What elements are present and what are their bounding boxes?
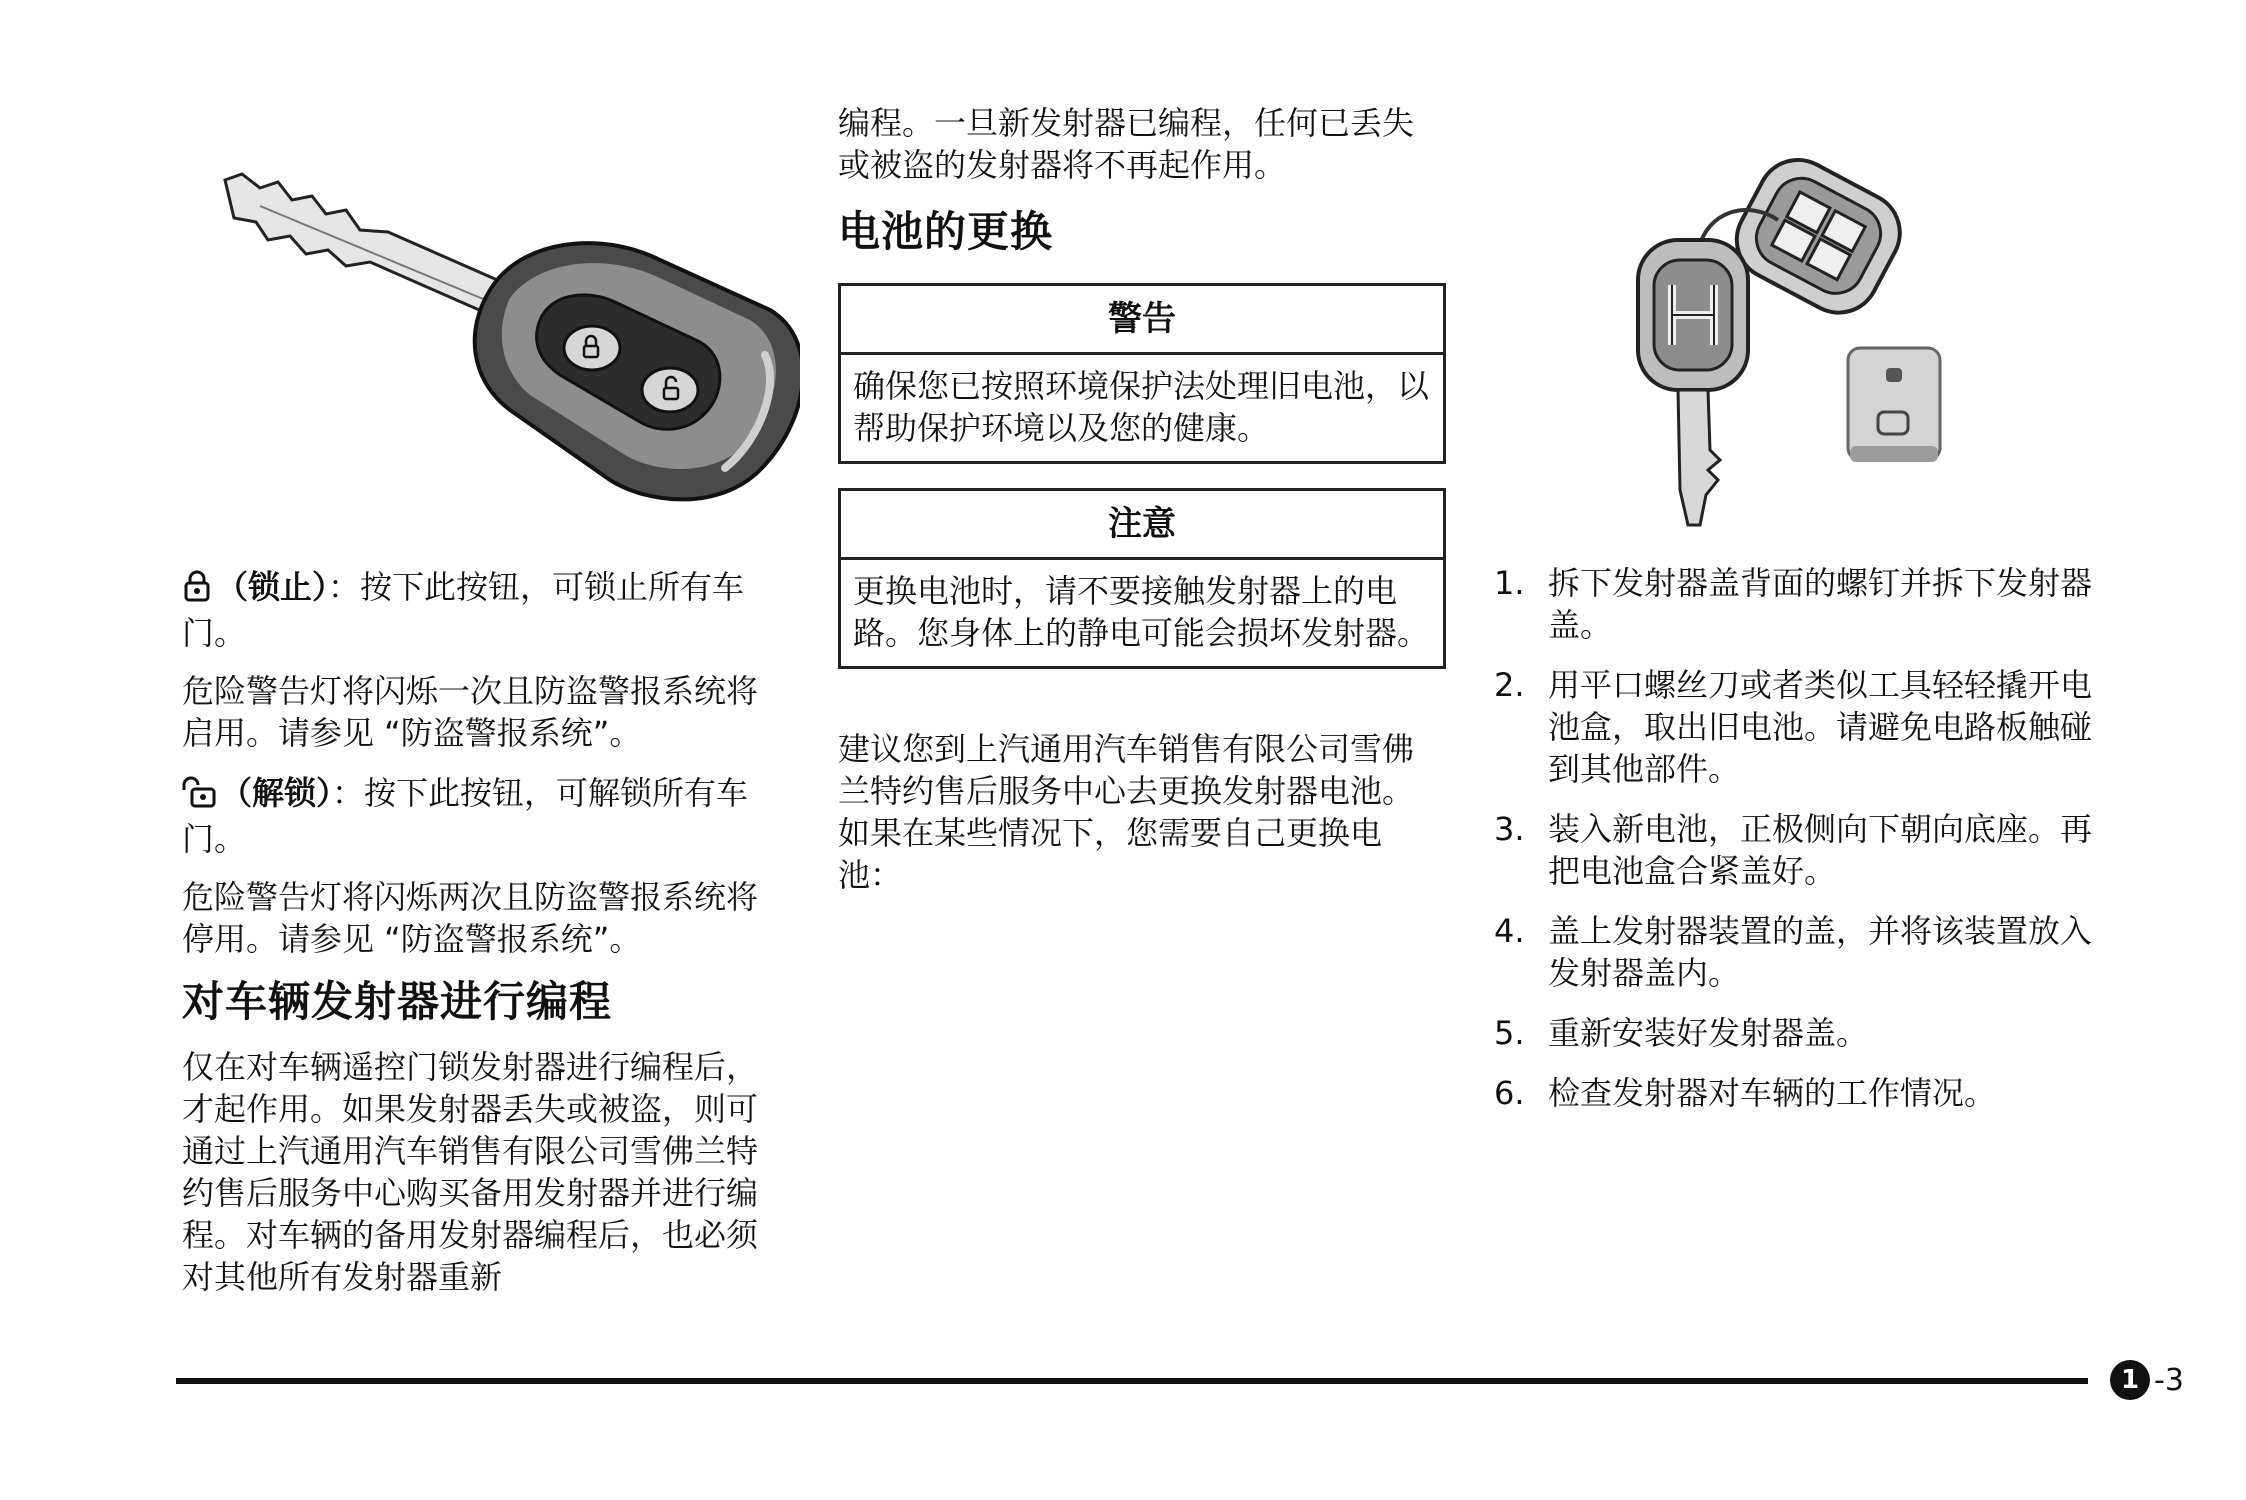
lock-note: 危险警告灯将闪烁一次且防盗警报系统将启用。请参见 “防盗警报系统”。 [182,672,759,752]
key-fob-illustration [220,170,800,520]
service-text: 建议您到上汽通用汽车销售有限公司雪佛兰特约售后服务中心去更换发射器电池。如果在某些情况下，您需要自己更换电池： [838,730,1415,894]
list-item: 1. 拆下发射器盖背面的螺钉并拆下发射器盖。 [1494,564,2093,644]
programming-text: 仅在对车辆遥控门锁发射器进行编程后，才起作用。如果发射器丢失或被盗，则可通过上汽通用汽车销售有限公司雪佛兰特约售后服务中心购买备用发射器并进行编程。对车辆的备用发射器编程后，也必须对其他所有发射器重新 [182,1048,759,1296]
warning-text: 确保您已按照环境保护法处理旧电池，以帮助保护环境以及您的健康。 [853,367,1430,447]
battery-steps-list [1488,562,2108,1132]
lock-label: （锁止） [216,568,329,606]
lock-separator: ： [328,568,361,606]
unlock-label: （解锁） [220,774,333,812]
list-item: 6. 检查发射器对车辆的工作情况。 [1494,1074,1997,1112]
section-heading-programming: 对车辆发射器进行编程 [182,977,613,1026]
list-item: 5. 重新安装好发射器盖。 [1494,1014,1869,1052]
caution-title: 注意 [841,491,1443,560]
lock-button-description [182,566,782,654]
list-item: 3. 装入新电池，正极侧向下朝向底座。再把电池盒合紧盖好。 [1494,810,2093,890]
list-item: 2. 用平口螺丝刀或者类似工具轻轻撬开电池盒，取出旧电池。请避免电路板触碰到其他部件。 [1494,666,2093,788]
chapter-number-badge: 1 [2110,1360,2150,1400]
unlock-button-description [182,772,782,860]
programming-text-continued: 编程。一旦新发射器已编程，任何已丢失或被盗的发射器将不再起作用。 [838,104,1415,184]
warning-box [838,283,1446,464]
unlock-note: 危险警告灯将闪烁两次且防盗警报系统将停用。请参见 “防盗警报系统”。 [182,878,759,958]
unlock-icon [182,776,216,818]
lock-icon [182,570,212,612]
page-number [2110,1358,2184,1402]
key-and-remote-illustration [1628,150,2048,540]
unlock-separator: ： [332,774,365,812]
list-item: 4. 盖上发射器装置的盖，并将该装置放入发射器盖内。 [1494,912,2093,992]
footer-rule [176,1378,2088,1384]
lock-text: 按下此按钮，可锁止所有车门。 [182,568,745,652]
unlock-text: 按下此按钮，可解锁所有车门。 [182,774,749,858]
section-heading-battery: 电池的更换 [838,207,1054,256]
page-number-text: -3 [2154,1362,2184,1398]
caution-text: 更换电池时，请不要接触发射器上的电路。您身体上的静电可能会损坏发射器。 [853,572,1430,652]
warning-title: 警告 [841,286,1443,355]
caution-box [838,488,1446,669]
